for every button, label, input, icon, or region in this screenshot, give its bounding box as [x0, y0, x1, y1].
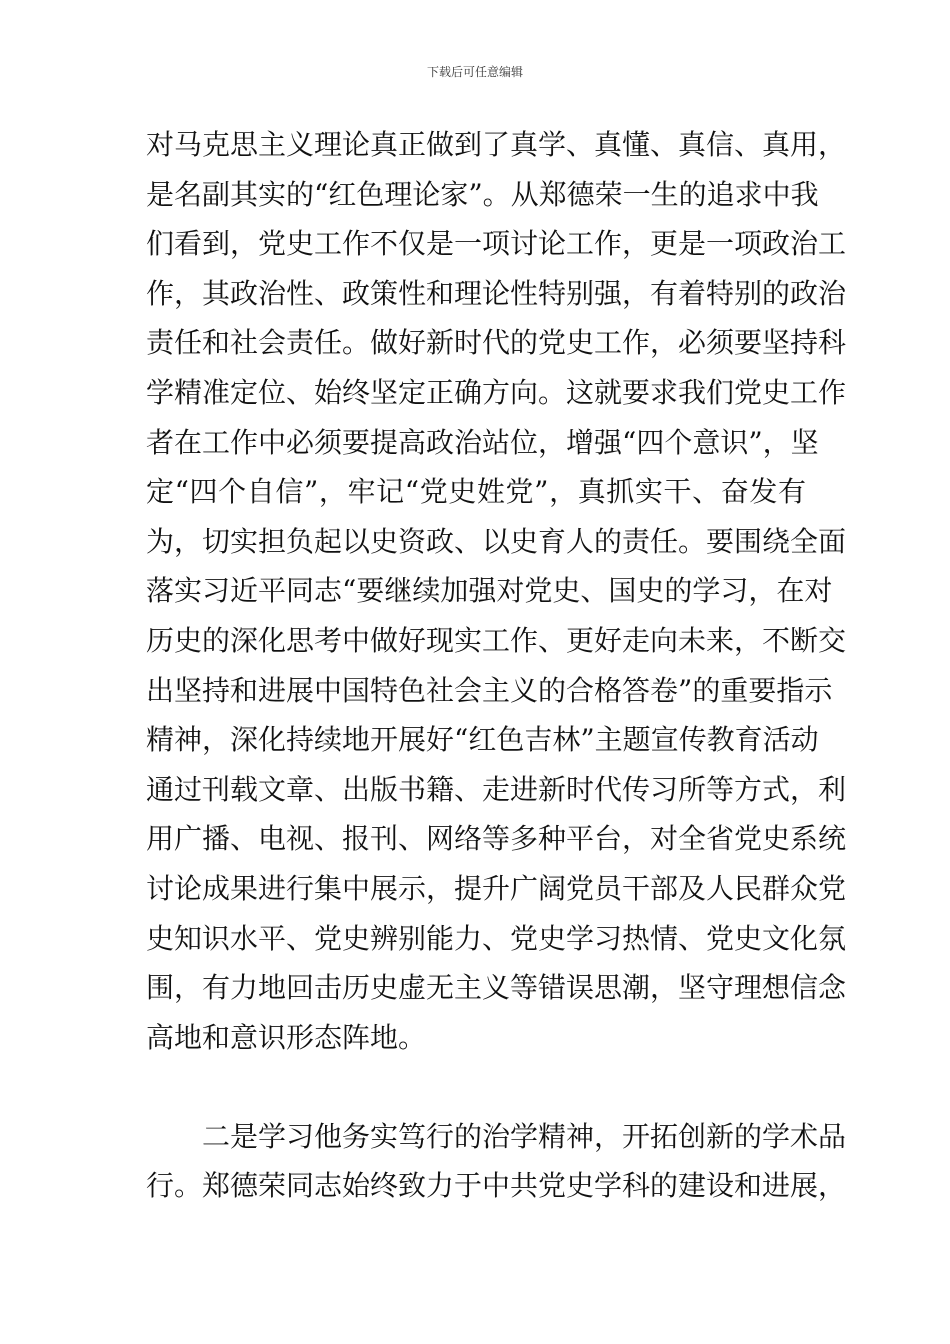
text-line: 史知识水平、党史辨别能力、党史学习热情、党史文化氛 — [146, 921, 847, 955]
text-line: 通过刊载文章、出版书籍、走进新时代传习所等方式，利 — [146, 772, 847, 806]
text-line: 用广播、电视、报刊、网络等多种平台，对全省党史系统 — [146, 822, 847, 856]
text-line: 行。郑德荣同志始终致力于中共党史学科的建设和进展， — [146, 1169, 847, 1203]
paragraph-2 — [146, 1112, 847, 1211]
text-line: 精神，深化持续地开展好“红色吉林”主题宣传教育活动 — [146, 723, 819, 757]
text-line: 作，其政治性、政策性和理论性特别强，有着特别的政治 — [146, 276, 847, 310]
text-line: 学精准定位、始终坚定正确方向。这就要求我们党史工作 — [146, 375, 847, 409]
text-line: 定“四个自信”，牢记“党史姓党”，真抓实干、奋发有 — [146, 475, 806, 509]
text-line: 落实习近平同志“要继续加强对党史、国史的学习，在对 — [146, 574, 833, 608]
text-line: 高地和意识形态阵地。 — [146, 1020, 427, 1054]
text-line: 围，有力地回击历史虚无主义等错误思潮，坚守理想信念 — [146, 971, 847, 1005]
text-line: 讨论成果进行集中展示，提升广阔党员干部及人民群众党 — [146, 871, 847, 905]
text-line: 二是学习他务实笃行的治学精神，开拓创新的学术品 — [202, 1119, 847, 1153]
text-line: 者在工作中必须要提高政治站位，增强“四个意识”，坚 — [146, 425, 819, 459]
text-line: 是名副其实的“红色理论家”。从郑德荣一生的追求中我 — [146, 177, 819, 211]
text-line: 对马克思主义理论真正做到了真学、真懂、真信、真用， — [146, 128, 847, 161]
text-line: 出坚持和进展中国特色社会主义的合格答卷”的重要指示 — [146, 673, 833, 707]
paragraph-spacer — [146, 1062, 806, 1112]
document-body — [146, 120, 847, 1211]
paragraph-1 — [146, 120, 847, 1062]
text-line: 责任和社会责任。做好新时代的党史工作，必须要坚持科 — [146, 326, 847, 360]
text-line: 们看到，党史工作不仅是一项讨论工作，更是一项政治工 — [146, 227, 847, 261]
page-header: 下载后可任意编辑 — [426, 65, 523, 79]
text-line: 历史的深化思考中做好现实工作、更好走向未来，不断交 — [146, 623, 847, 657]
text-line: 为，切实担负起以史资政、以史育人的责任。要围绕全面 — [146, 524, 847, 558]
